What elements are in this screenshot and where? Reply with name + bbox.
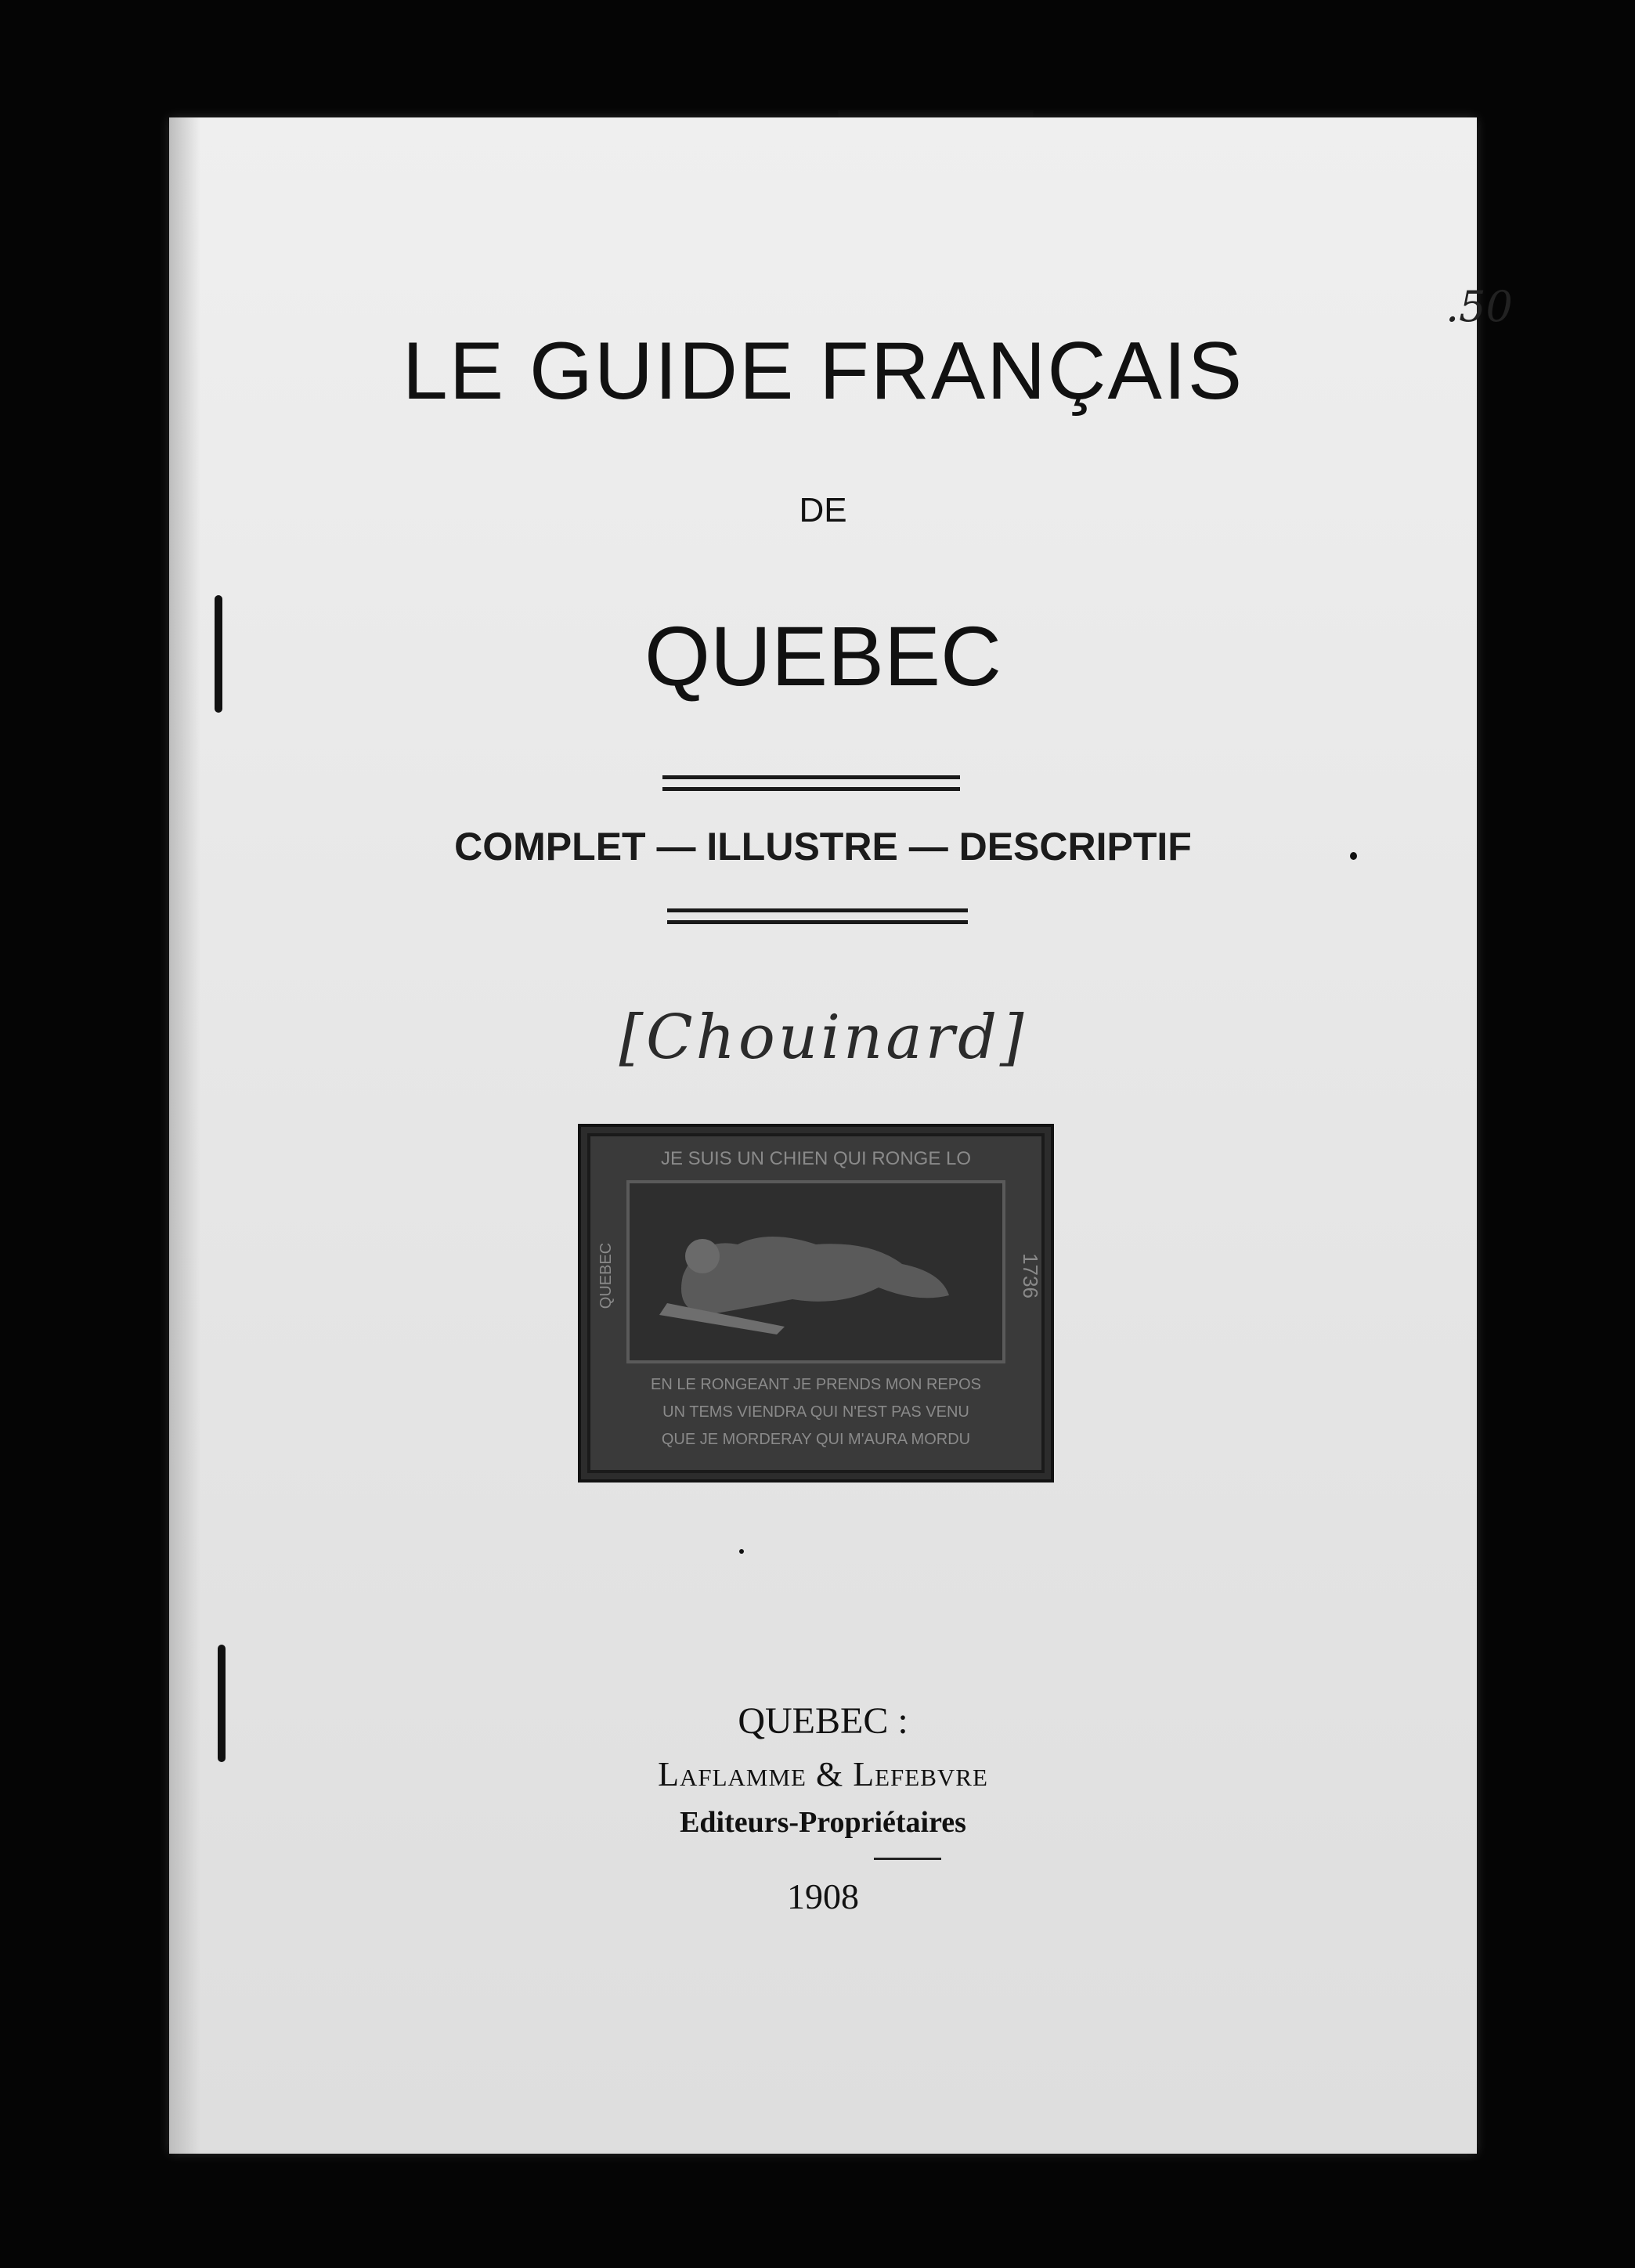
paper-speck xyxy=(739,1549,744,1554)
publication-year: 1908 xyxy=(787,1876,859,1916)
book-city-title: QUEBEC xyxy=(644,609,1002,703)
book-title: LE GUIDE FRANÇAIS xyxy=(402,326,1244,417)
double-rule-top xyxy=(662,775,960,791)
book-cover xyxy=(169,117,1513,2154)
double-rule-bottom xyxy=(667,908,968,924)
publisher-role: Editeurs-Propriétaires xyxy=(680,1806,966,1839)
paper-speck xyxy=(1350,852,1357,860)
publisher-city: QUEBEC : xyxy=(738,1700,908,1742)
publisher-name: Laflamme & Lefebvre xyxy=(658,1755,988,1793)
book-subtitle: COMPLET — ILLUSTRE — DESCRIPTIF xyxy=(454,825,1192,869)
plaque-illustration xyxy=(581,1127,1051,1479)
handwritten-author-note: [Chouinard] xyxy=(619,1002,1027,1073)
short-divider xyxy=(874,1858,941,1860)
shelfmark-note: .50 xyxy=(1446,282,1513,331)
plaque-inscription-line: QUE JE MORDERAY QUI M'AURA MORDU xyxy=(661,1431,971,1448)
plaque-inscription-line: JE SUIS UN CHIEN QUI RONGE LO xyxy=(660,1148,972,1169)
title-connector: DE xyxy=(799,491,847,529)
plaque-inscription-line: EN LE RONGEANT JE PRENDS MON REPOS xyxy=(651,1376,981,1393)
chien-dor-plaque-image xyxy=(578,1124,1054,1483)
plaque-inscription-line: UN TEMS VIENDRA QUI N'EST PAS VENU xyxy=(662,1403,969,1421)
plaque-side-text: QUEBEC xyxy=(597,1242,615,1309)
plaque-side-text: 1736 xyxy=(1019,1253,1042,1298)
